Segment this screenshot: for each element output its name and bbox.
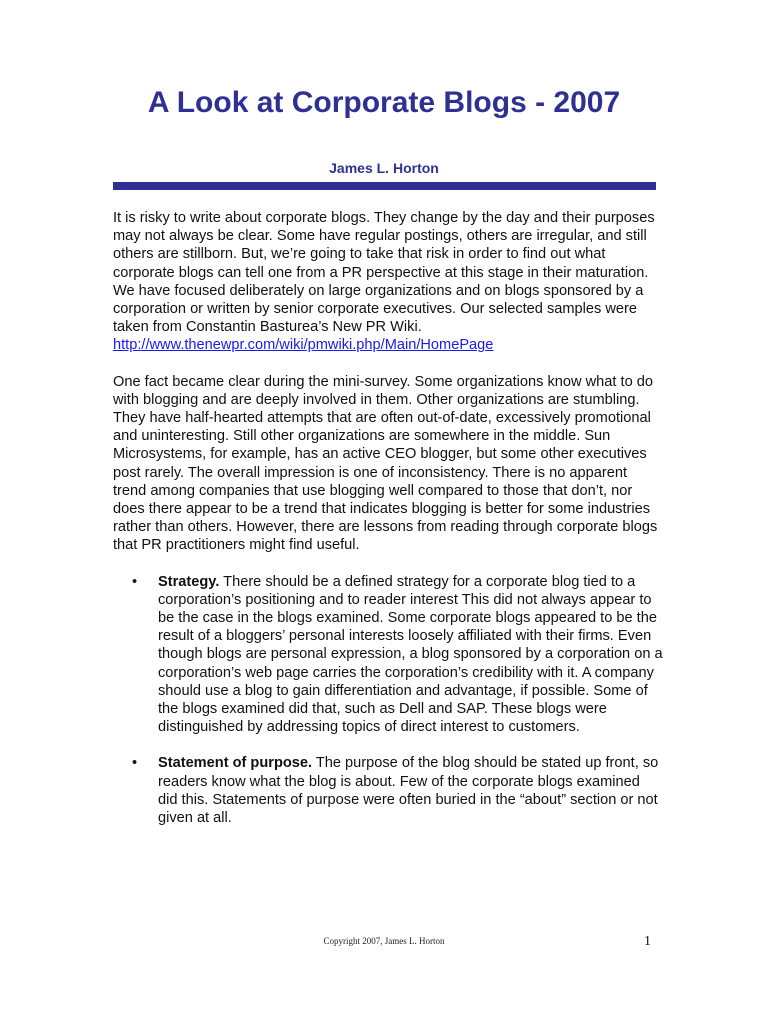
bullet-heading: Strategy.	[158, 573, 220, 590]
list-item	[113, 573, 663, 737]
bullet-text: The purpose of the blog should be stated up front, so readers know what the blog is about. Few of the corporate blogs examined did this. Statements of purpose were often buried in the “about” section or not given at all.	[158, 755, 659, 827]
survey-paragraph: One fact became clear during the mini-survey. Some organizations know what to do with blogging and are deeply involved in them. Other organizations are stumbling. They have half-hearted attempts that are often out-of-date, excessively promotional and uninteresting. Still other organizations are somewhere in the middle. Sun Microsystems, for example, has an active CEO blogger, but some other executives post rarely. The overall impression is one of inconsistency. There is no apparent trend among companies that use blogging well compared to those that don’t, nor does there appear to be a trend that indicates blogging is better for some industries rather than others. However, there are lessons from reading through corporate blogs that PR practitioners might find useful.	[113, 373, 658, 554]
document-title: A Look at Corporate Blogs - 2007	[147, 86, 621, 119]
page-number: 1	[644, 934, 651, 949]
bullet-icon: •	[132, 755, 138, 772]
lessons-list	[113, 573, 663, 828]
bullet-text: There should be a defined strategy for a corporate blog tied to a corporation’s positioning and to reader interest This did not always appear to be the case in the blogs examined. Some corporate blogs appeared to be the result of a bloggers’ personal interests loosely affiliated with their firms. Even though blogs are personal expression, a blog sponsored by a corporation on a corporation’s web page carries the corporation’s credibility with it. A company should use a blog to gain differentiation and advantage, if possible. Some of the blogs examined did that, such as Dell and SAP. These blogs were distinguished by addressing topics of direct interest to customers.	[158, 573, 663, 736]
wiki-link[interactable]: http://www.thenewpr.com/wiki/pmwiki.php/Main/HomePage	[113, 337, 494, 354]
intro-text: It is risky to write about corporate blogs. They change by the day and their purposes may not always be clear. Some have regular postings, others are irregular, and still others are stillborn. But, we’re going to take that risk in order to find out what corporate blogs can tell one from a PR perspective at this stage in their maturation. We have focused deliberately on large organizations and on blogs sponsored by a corporation or written by senior corporate executives. Our selected samples were taken from Constantin Basturea’s New PR Wiki.	[113, 210, 655, 336]
copyright-footer: Copyright 2007, James L. Horton	[323, 936, 445, 946]
title-divider	[113, 182, 656, 190]
author-name: James L. Horton	[329, 160, 439, 176]
bullet-icon: •	[132, 573, 138, 590]
list-item	[113, 754, 663, 827]
intro-paragraph	[113, 209, 663, 355]
document-body	[113, 209, 663, 845]
bullet-heading: Statement of purpose.	[158, 755, 313, 772]
